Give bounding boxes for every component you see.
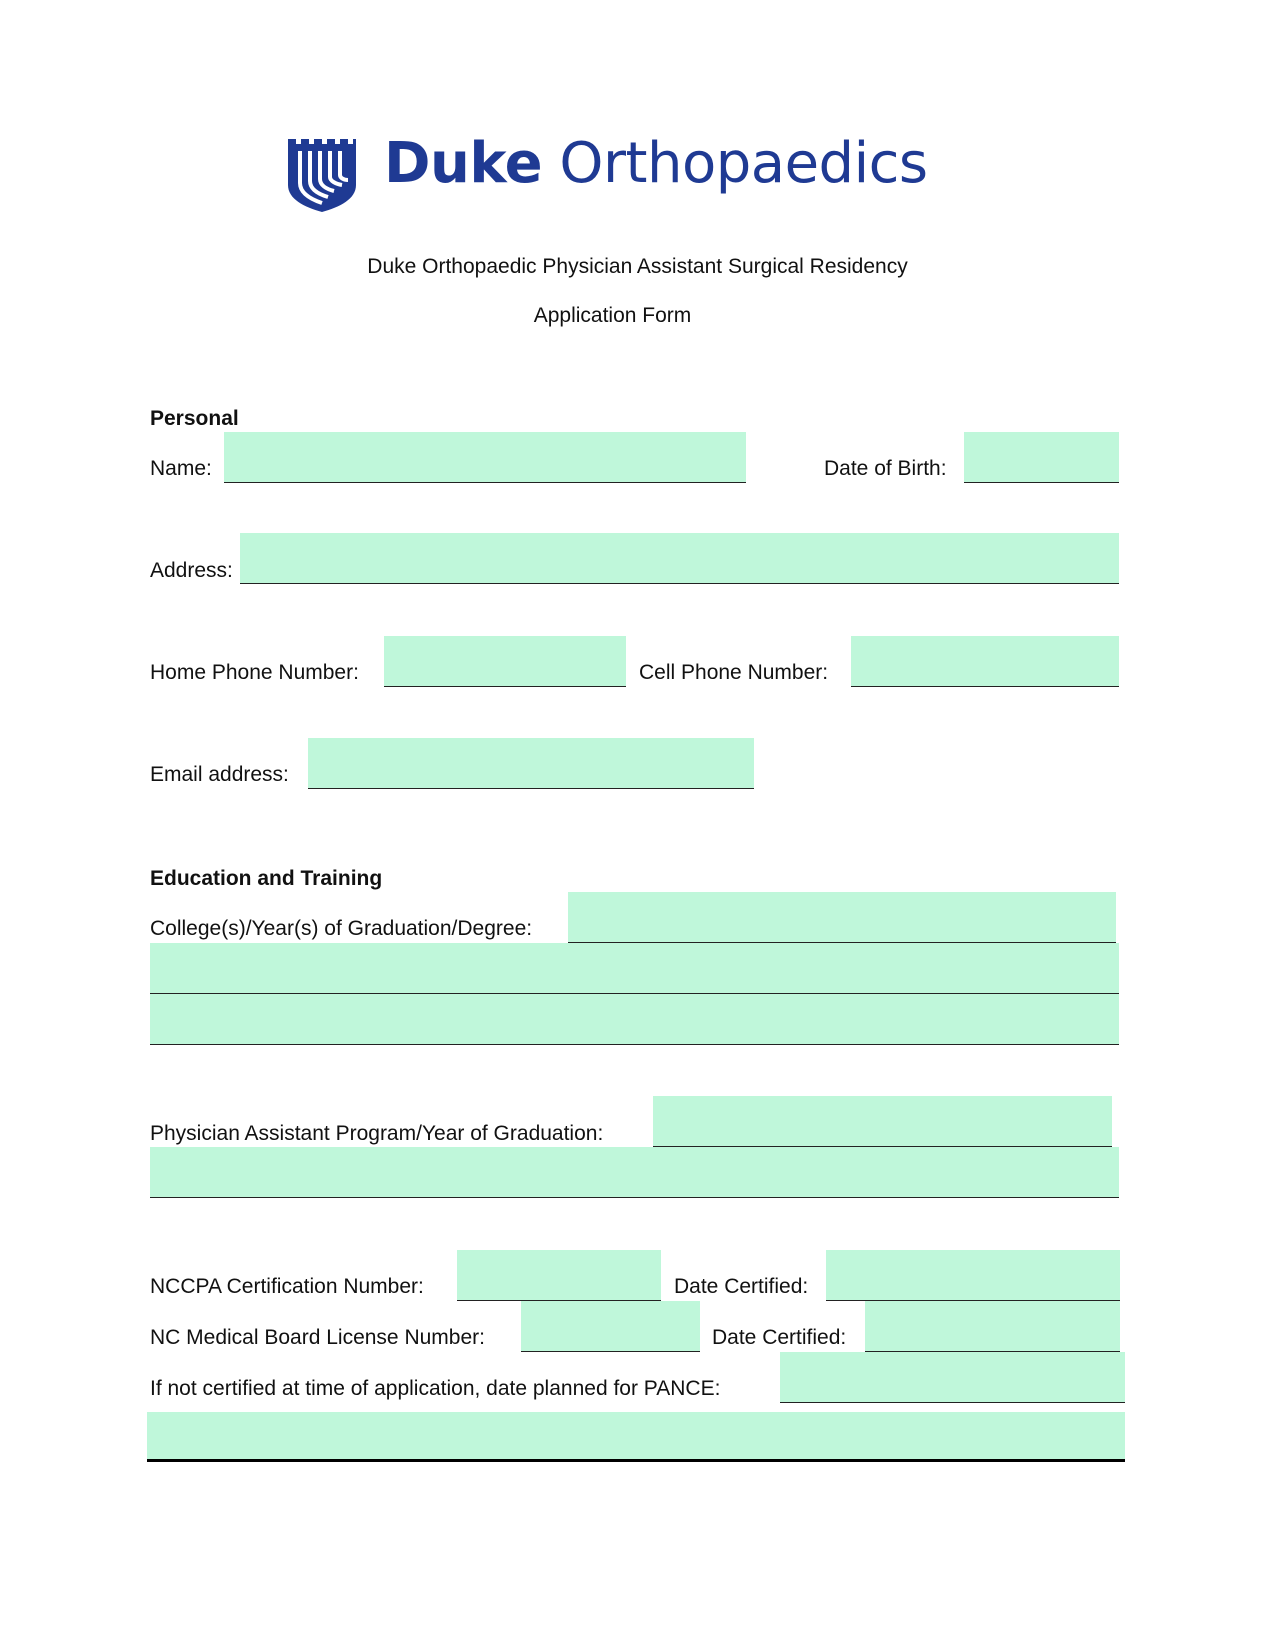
name-label: Name: [150,457,212,480]
nc-license-label: NC Medical Board License Number: [150,1326,485,1349]
email-label: Email address: [150,763,289,786]
email-field[interactable] [308,738,754,789]
nccpa-date-certified-label: Date Certified: [674,1275,809,1298]
cell-phone-label: Cell Phone Number: [639,661,829,684]
section-personal-title: Personal [150,407,239,430]
page-subtitle: Application Form [533,304,692,327]
pa-program-label: Physician Assistant Program/Year of Graduation: [150,1122,604,1145]
dob-field[interactable] [964,432,1119,483]
nccpa-label: NCCPA Certification Number: [150,1275,424,1298]
nc-date-certified-label: Date Certified: [712,1326,847,1349]
brand-name-light: Orthopaedics [559,131,928,196]
nccpa-field[interactable] [457,1250,661,1301]
nccpa-date-certified-field[interactable] [826,1250,1120,1301]
address-field[interactable] [240,533,1119,584]
college-field-3[interactable] [150,994,1119,1045]
dob-label: Date of Birth: [824,457,947,480]
duke-shield-icon [286,137,358,213]
home-phone-field[interactable] [384,636,626,687]
brand-logo [384,128,928,200]
section-education-title: Education and Training [150,867,383,890]
pance-date-field[interactable] [780,1352,1125,1403]
pa-program-field-2[interactable] [150,1147,1119,1198]
pance-label: If not certified at time of application, date planned for PANCE: [150,1377,721,1400]
college-field-2[interactable] [150,943,1119,994]
nc-license-field[interactable] [521,1301,700,1352]
home-phone-label: Home Phone Number: [150,661,359,684]
college-field-1[interactable] [568,892,1116,943]
college-label: College(s)/Year(s) of Graduation/Degree: [150,917,533,940]
brand-name-bold: Duke [384,131,543,196]
cell-phone-field[interactable] [851,636,1119,687]
name-field[interactable] [224,432,746,483]
extra-notes-field[interactable] [147,1412,1125,1462]
nc-date-certified-field[interactable] [865,1301,1120,1352]
pa-program-field-1[interactable] [653,1096,1112,1147]
address-label: Address: [150,559,233,582]
page-title: Duke Orthopaedic Physician Assistant Surgical Residency [367,255,908,278]
